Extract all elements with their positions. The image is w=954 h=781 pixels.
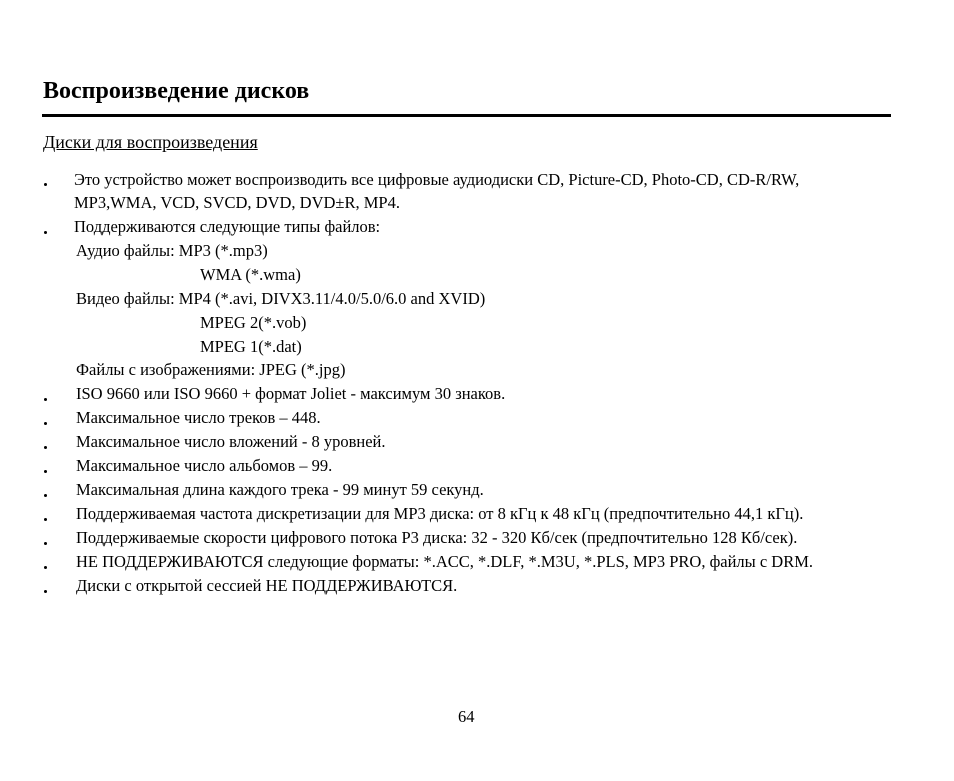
bullet-icon <box>44 231 47 234</box>
title-rule <box>42 114 891 117</box>
list-item: Поддерживаются следующие типы файлов: <box>74 217 381 236</box>
list-item: ISO 9660 или ISO 9660 + формат Joliet - максимум 30 знаков. <box>76 384 506 403</box>
list-item: Это устройство может воспроизводить все цифровые аудиодиски CD, Picture-CD, Photo-CD, CD-R/RW, <box>74 170 800 189</box>
bullet-icon <box>44 518 47 521</box>
video-files-line: Видео файлы: MP4 (*.avi, DIVX3.11/4.0/5.0/6.0 and XVID) <box>76 289 486 308</box>
list-item: Максимальное число вложений - 8 уровней. <box>76 432 386 451</box>
bullet-icon <box>44 183 47 186</box>
video-format-line: MPEG 2(*.vob) <box>200 313 307 332</box>
bullet-icon <box>44 542 47 545</box>
image-files-line: Файлы с изображениями: JPEG (*.jpg) <box>76 360 346 379</box>
bullet-icon <box>44 494 47 497</box>
bullet-icon <box>44 566 47 569</box>
bullet-icon <box>44 398 47 401</box>
list-item: НЕ ПОДДЕРЖИВАЮТСЯ следующие форматы: *.ACC, *.DLF, *.M3U, *.PLS, MP3 PRO, файлы с DRM. <box>76 552 814 571</box>
list-item: Поддерживаемые скорости цифрового потока P3 диска: 32 - 320 Кб/сек (предпочтительно 128 Кб/сек). <box>76 528 798 547</box>
bullet-icon <box>44 446 47 449</box>
list-item: Максимальное число альбомов – 99. <box>76 456 333 475</box>
bullet-icon <box>44 470 47 473</box>
list-item: Максимальное число треков – 448. <box>76 408 321 427</box>
audio-format-line: WMA (*.wma) <box>200 265 301 284</box>
page-number: 64 <box>458 707 475 726</box>
list-item: Диски с открытой сессией НЕ ПОДДЕРЖИВАЮТСЯ. <box>76 576 458 595</box>
video-format-line: MPEG 1(*.dat) <box>200 337 302 356</box>
audio-files-line: Аудио файлы: MP3 (*.mp3) <box>76 241 268 260</box>
page-title: Воспроизведение дисков <box>43 78 310 104</box>
list-item: Поддерживаемая частота дискретизации для MP3 диска: от 8 кГц к 48 кГц (предпочтительно 44,1 кГц). <box>76 504 804 523</box>
list-item-continuation: MP3,WMA, VCD, SVCD, DVD, DVD±R, MP4. <box>74 193 400 212</box>
bullet-icon <box>44 422 47 425</box>
bullet-icon <box>44 590 47 593</box>
list-item: Максимальная длина каждого трека - 99 минут 59 секунд. <box>76 480 484 499</box>
section-subtitle: Диски для воспроизведения <box>43 132 258 152</box>
